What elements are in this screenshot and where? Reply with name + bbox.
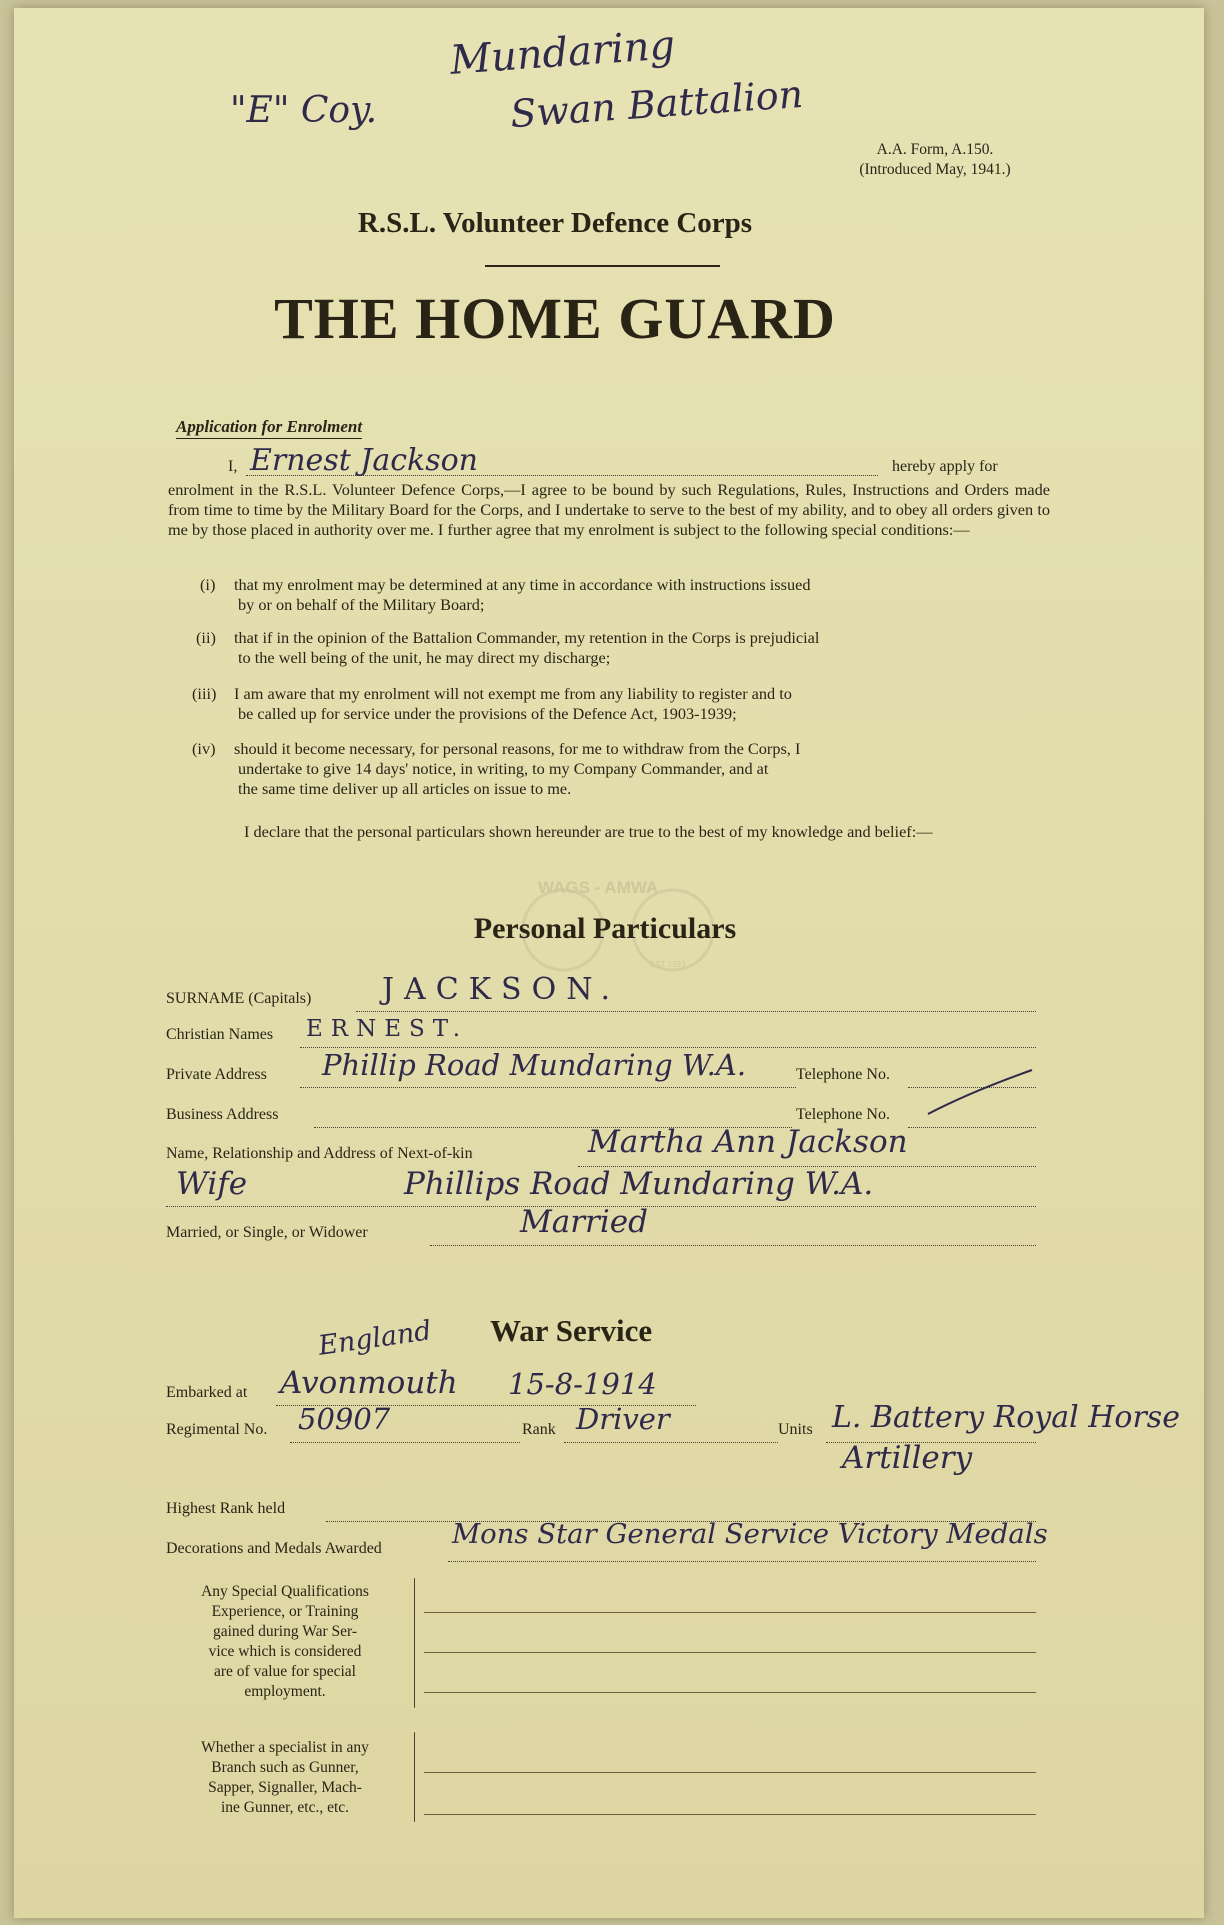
annotation-company: "E" Coy. [230,90,378,131]
embarked-label: Embarked at [166,1384,248,1401]
special-qualifications-line: Any Special Qualifications [201,1583,369,1600]
embarked-date: 15-8-1914 [508,1367,657,1401]
special-qualifications-line-3 [424,1692,1036,1693]
special-qualifications-line: employment. [244,1683,326,1700]
units-label: Units [778,1421,813,1438]
form-reference [820,140,1050,180]
specialist-line-2 [424,1814,1036,1815]
condition-text-cont: the same time deliver up all articles on issue to me. [238,779,572,798]
specialist-label [170,1738,400,1818]
condition-text: should it become necessary, for personal reasons, for me to withdraw from the Corps, I [234,739,801,758]
applicant-name: Ernest Jackson [250,443,478,478]
units-value-2: Artillery [842,1440,973,1476]
condition-text-cont: by or on behalf of the Military Board; [238,595,485,614]
personal-heading: Personal Particulars [473,912,737,945]
condition-number: (ii) [196,628,216,647]
condition-ii [196,628,1056,668]
annotation-town: Mundaring [448,22,677,84]
units-value-1: L. Battery Royal Horse [832,1400,1180,1435]
decorations-label: Decorations and Medals Awarded [166,1540,382,1557]
condition-text-cont: be called up for service under the provisions of the Defence Act, 1903-1939; [238,704,737,723]
surname-label: SURNAME (Capitals) [166,990,312,1007]
condition-iv [192,739,1052,799]
condition-text: that my enrolment may be determined at any time in accordance with instructions issued [234,575,811,594]
special-qualifications-line-2 [424,1652,1036,1653]
specialist-brace [414,1732,415,1822]
regimental-number-label: Regimental No. [166,1421,268,1438]
telephone-strike [920,1062,1040,1122]
private-address-label: Private Address [166,1066,267,1083]
condition-iii [192,684,1052,724]
special-qualifications-brace [414,1578,415,1708]
watermark-text: WAGS - AMWA [538,878,659,897]
declaration: I declare that the personal particulars shown hereunder are true to the best of my knowledge and belief:— [244,822,933,841]
specialist-line: Sapper, Signaller, Mach- [208,1779,362,1796]
marital-status-label: Married, or Single, or Widower [166,1224,368,1241]
form-reference-date: (Introduced May, 1941.) [859,161,1011,178]
condition-text-cont: undertake to give 14 days' notice, in writing, to my Company Commander, and at [238,759,769,778]
special-qualifications-line-1 [424,1612,1036,1613]
embarked-place: Avonmouth [280,1365,458,1401]
watermark-subtext: EST 1993 [650,960,686,969]
next-of-kin-address: Phillips Road Mundaring W.A. [404,1166,874,1202]
war-service-heading: War Service [490,1313,653,1348]
application-heading: Application for Enrolment [176,417,362,439]
marital-status-value: Married [520,1204,648,1240]
specialist-line: Whether a specialist in any [201,1739,369,1756]
applicant-suffix: hereby apply for [892,458,998,475]
condition-number: (iii) [192,684,217,703]
condition-number: (i) [200,575,216,594]
business-telephone-label: Telephone No. [796,1106,890,1123]
christian-names-value: ERNEST. [306,1016,469,1042]
application-body: enrolment in the R.S.L. Volunteer Defence Corps,—I agree to be bound by such Regulations, Rules, Instructions and Orders made from time to time by the Military Board for the Corps, and I undertake to serve to the best of my ability, and to obey all orders given to me by those placed in authority over me. I further agree that my enrolment is subject to the following special conditions:— [168,480,1050,539]
specialist-line-1 [424,1772,1036,1773]
condition-text: that if in the opinion of the Battalion Commander, my retention in the Corps is prejudicial [234,628,820,647]
business-address-label: Business Address [166,1106,279,1123]
specialist-line: ine Gunner, etc., etc. [220,1799,350,1816]
special-qualifications-line: vice which is considered [208,1643,362,1660]
next-of-kin-label: Name, Relationship and Address of Next-of-kin [166,1145,473,1162]
condition-i [200,575,1060,615]
condition-number: (iv) [192,739,216,758]
special-qualifications-line: are of value for special [213,1663,356,1680]
special-qualifications-line: Experience, or Training [211,1603,359,1620]
rank-label: Rank [522,1421,556,1438]
corps-title: R.S.L. Volunteer Defence Corps [357,207,753,239]
annotation-battalion: Swan Battalion [508,71,805,137]
next-of-kin-name: Martha Ann Jackson [588,1124,908,1160]
form-reference-number: A.A. Form, A.150. [876,141,994,158]
next-of-kin-relationship: Wife [176,1166,248,1202]
specialist-line: Branch such as Gunner, [211,1759,359,1776]
page-title: THE HOME GUARD [274,286,836,351]
regimental-number-value: 50907 [298,1402,391,1436]
condition-text-cont: to the well being of the unit, he may direct my discharge; [238,648,611,667]
private-telephone-label: Telephone No. [796,1066,890,1083]
rank-value: Driver [576,1402,670,1436]
condition-text: I am aware that my enrolment will not exempt me from any liability to register and to [234,684,792,703]
title-rule [485,265,720,267]
highest-rank-label: Highest Rank held [166,1500,286,1517]
special-qualifications-label [170,1582,400,1702]
surname-value: JACKSON. [382,972,621,1007]
special-qualifications-line: gained during War Ser- [212,1623,358,1640]
christian-names-label: Christian Names [166,1026,274,1043]
applicant-prefix: I, [228,458,238,475]
decorations-value: Mons Star General Service Victory Medals [452,1518,1048,1550]
embarked-country: England [316,1315,434,1362]
private-address-value: Phillip Road Mundaring W.A. [322,1048,747,1082]
